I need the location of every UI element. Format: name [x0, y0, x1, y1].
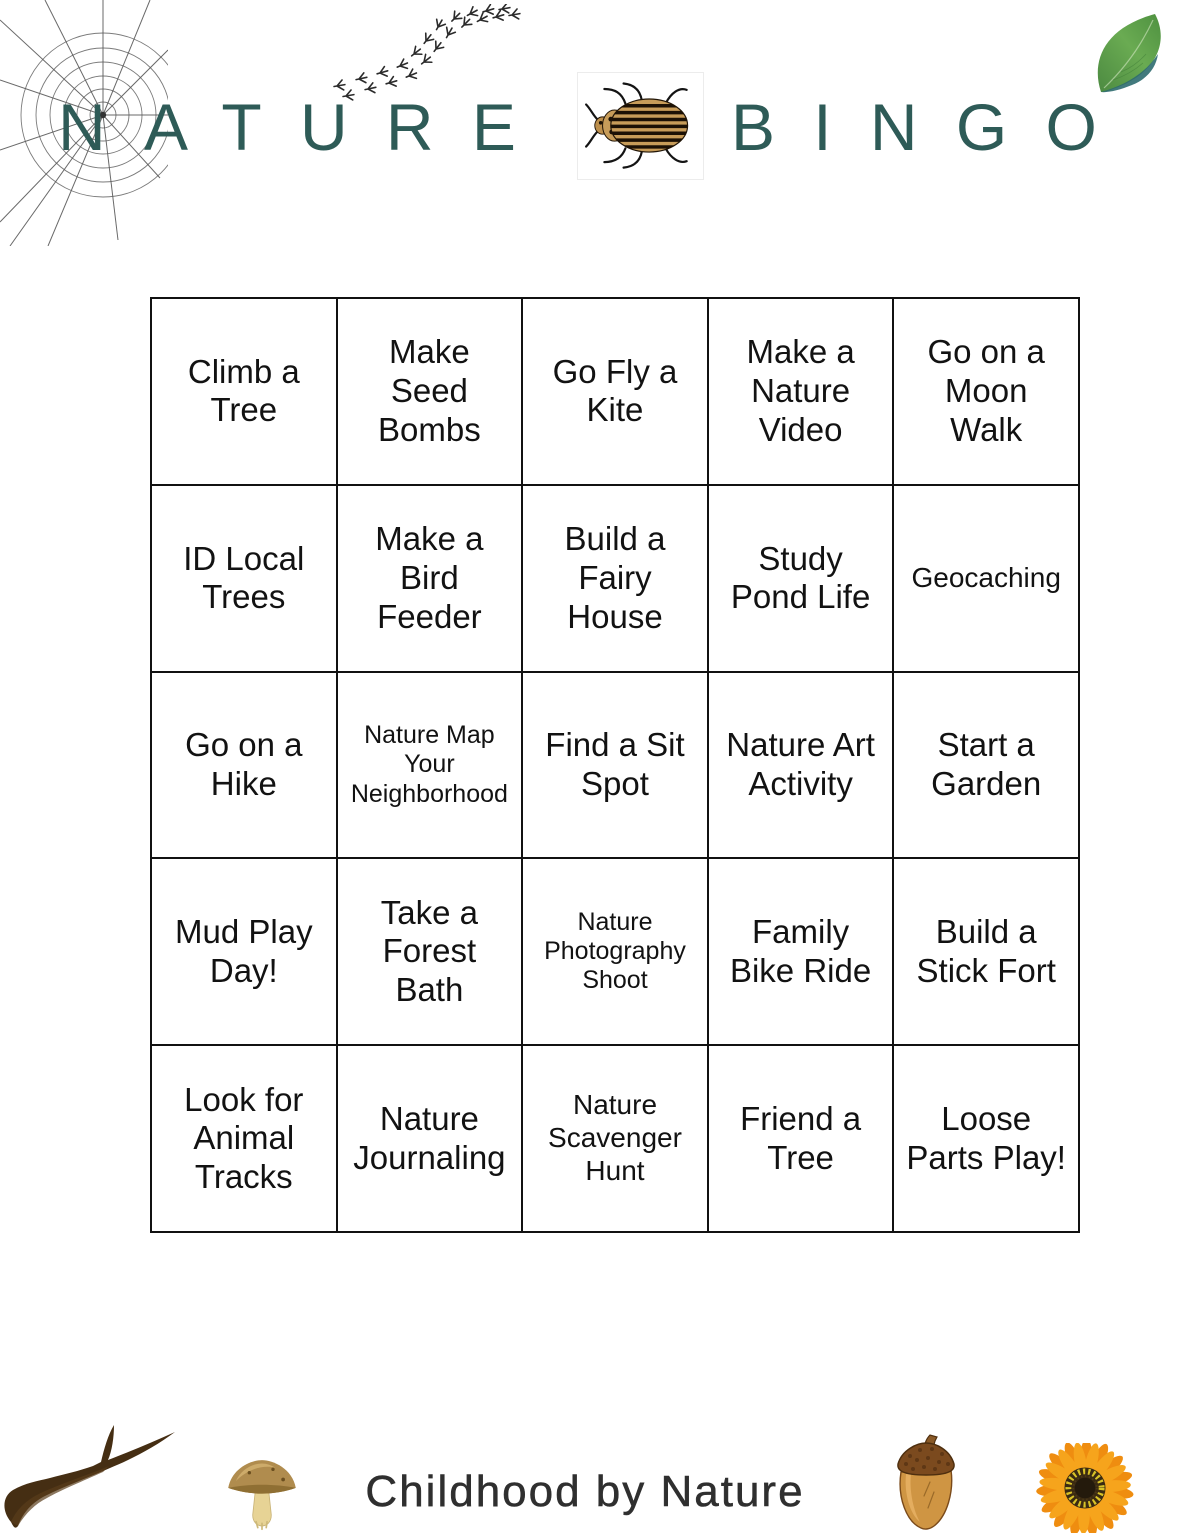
title-bingo: BINGO	[731, 90, 1136, 164]
bingo-cell: Climb a Tree	[151, 298, 337, 485]
bingo-cell: Nature Scavenger Hunt	[522, 1045, 708, 1232]
acorn-icon	[890, 1434, 962, 1534]
bingo-cell: Take a Forest Bath	[337, 858, 523, 1045]
bingo-cell: Make a Nature Video	[708, 298, 894, 485]
bingo-cell: ID Local Trees	[151, 485, 337, 672]
title-nature: NATURE	[58, 90, 555, 164]
beetle-image-box	[577, 72, 704, 180]
bingo-cell: Build a Stick Fort	[893, 858, 1079, 1045]
bingo-cell: Go Fly a Kite	[522, 298, 708, 485]
bingo-cell: Go on a Moon Walk	[893, 298, 1079, 485]
credit-text: Childhood by Nature	[365, 1467, 805, 1516]
bingo-cell: Family Bike Ride	[708, 858, 894, 1045]
bingo-cell: Look for Animal Tracks	[151, 1045, 337, 1232]
bingo-cell: Nature Photography Shoot	[522, 858, 708, 1045]
striped-beetle-icon	[582, 78, 699, 174]
bingo-cell: Friend a Tree	[708, 1045, 894, 1232]
green-leaf-icon	[1091, 10, 1167, 96]
bingo-cell: Mud Play Day!	[151, 858, 337, 1045]
sunflower-icon	[1036, 1443, 1134, 1533]
bingo-cell: Make Seed Bombs	[337, 298, 523, 485]
bingo-cell: Make a Bird Feeder	[337, 485, 523, 672]
bingo-cell: Nature Art Activity	[708, 672, 894, 859]
bingo-cell: Start a Garden	[893, 672, 1079, 859]
bingo-cell: Loose Parts Play!	[893, 1045, 1079, 1232]
bingo-grid	[150, 297, 1080, 1233]
branch-icon	[3, 1424, 179, 1534]
bingo-cell: Find a Sit Spot	[522, 672, 708, 859]
bingo-cell: Nature Journaling	[337, 1045, 523, 1232]
mushroom-icon	[224, 1455, 300, 1531]
bingo-cell: Nature Map Your Neighborhood	[337, 672, 523, 859]
bingo-cell: Geocaching	[893, 485, 1079, 672]
bingo-cell: Build a Fairy House	[522, 485, 708, 672]
bingo-cell: Go on a Hike	[151, 672, 337, 859]
bingo-cell: Study Pond Life	[708, 485, 894, 672]
